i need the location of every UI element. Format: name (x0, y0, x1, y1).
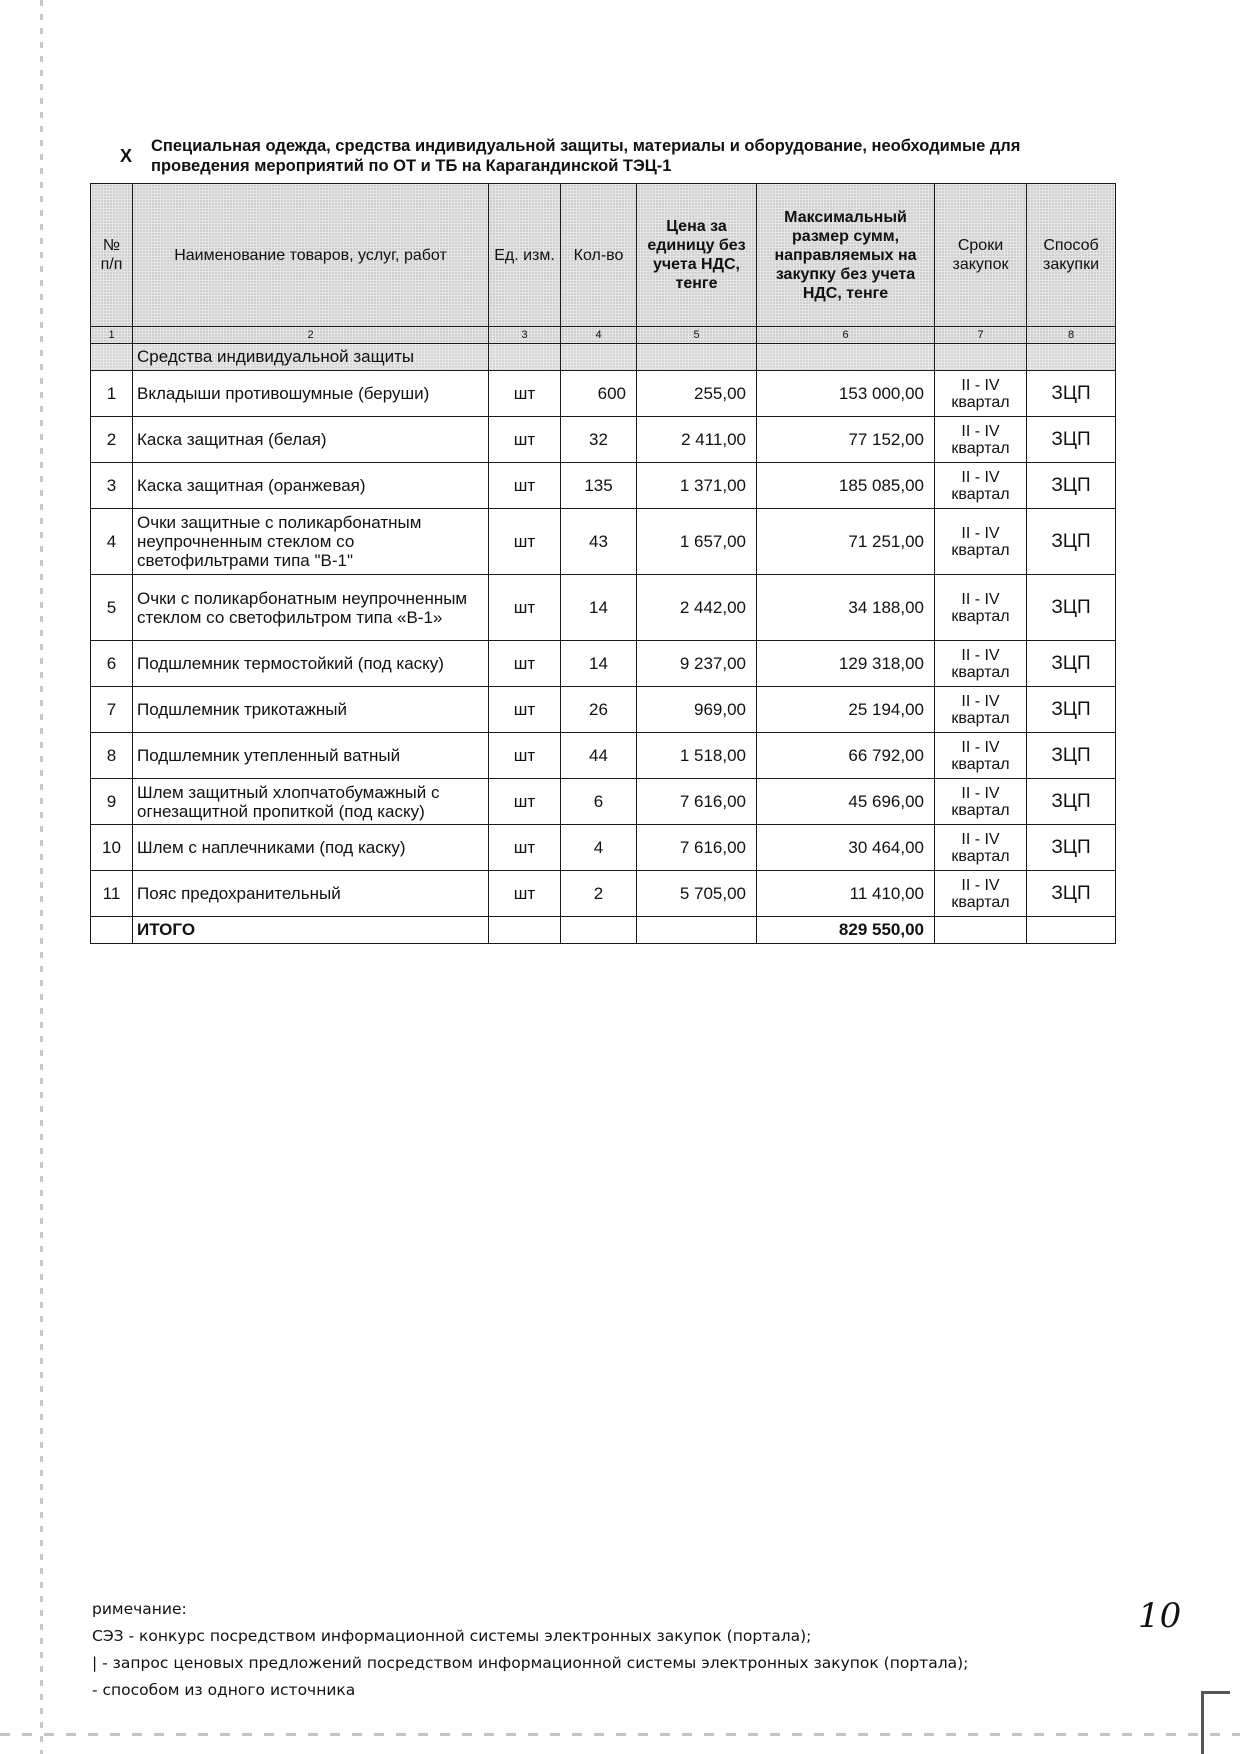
row-price: 1 657,00 (637, 509, 757, 575)
table-row (91, 779, 1116, 825)
row-name: Очки с поликарбонатным неупрочненным стеклом со светофильтром типа «В-1» (133, 575, 489, 641)
row-unit: шт (489, 733, 561, 779)
row-method: ЗЦП (1027, 779, 1116, 825)
procurement-table (90, 183, 1116, 944)
row-sum: 71 251,00 (757, 509, 935, 575)
row-qty: 32 (561, 417, 637, 463)
row-period: II - IV квартал (935, 509, 1027, 575)
table-row (91, 687, 1116, 733)
column-number: 5 (637, 327, 757, 344)
row-qty: 26 (561, 687, 637, 733)
row-sum: 25 194,00 (757, 687, 935, 733)
total-label: ИТОГО (133, 917, 489, 944)
header-unit: Ед. изм. (489, 184, 561, 327)
row-qty: 4 (561, 825, 637, 871)
header-no: № п/п (91, 184, 133, 327)
row-no: 8 (91, 733, 133, 779)
column-number: 7 (935, 327, 1027, 344)
row-name: Пояс предохранительный (133, 871, 489, 917)
row-price: 969,00 (637, 687, 757, 733)
page-number: 10 (1138, 1596, 1182, 1636)
total-row (91, 917, 1116, 944)
row-qty: 6 (561, 779, 637, 825)
notes-heading: римечание: (92, 1600, 187, 1618)
column-number: 1 (91, 327, 133, 344)
table-row (91, 371, 1116, 417)
column-number: 4 (561, 327, 637, 344)
header-name: Наименование товаров, услуг, работ (133, 184, 489, 327)
row-unit: шт (489, 417, 561, 463)
header-method: Способ закупки (1027, 184, 1116, 327)
row-qty: 135 (561, 463, 637, 509)
row-period: II - IV квартал (935, 417, 1027, 463)
row-period: II - IV квартал (935, 463, 1027, 509)
scan-edge-bottom (0, 1733, 1240, 1736)
row-qty: 2 (561, 871, 637, 917)
row-name: Каска защитная (оранжевая) (133, 463, 489, 509)
row-price: 9 237,00 (637, 641, 757, 687)
row-price: 2 442,00 (637, 575, 757, 641)
row-period: II - IV квартал (935, 871, 1027, 917)
row-price: 5 705,00 (637, 871, 757, 917)
row-no: 10 (91, 825, 133, 871)
row-sum: 30 464,00 (757, 825, 935, 871)
row-price: 2 411,00 (637, 417, 757, 463)
column-number: 3 (489, 327, 561, 344)
row-no: 4 (91, 509, 133, 575)
row-sum: 34 188,00 (757, 575, 935, 641)
row-name: Каска защитная (белая) (133, 417, 489, 463)
row-sum: 45 696,00 (757, 779, 935, 825)
row-period: II - IV квартал (935, 371, 1027, 417)
header-max-sum: Максимальный размер сумм, направляемых на закупку без учета НДС, тенге (757, 184, 935, 327)
note-line: | - запрос ценовых предложений посредством информационной системы электронных закупок (портала); (92, 1654, 969, 1672)
row-qty: 600 (561, 371, 637, 417)
row-unit: шт (489, 371, 561, 417)
table-row (91, 463, 1116, 509)
notes (92, 1596, 1092, 1704)
row-price: 7 616,00 (637, 779, 757, 825)
table-row (91, 825, 1116, 871)
row-method: ЗЦП (1027, 641, 1116, 687)
note-line: СЭЗ - конкурс посредством информационной системы электронных закупок (портала); (92, 1627, 812, 1645)
row-name: Очки защитные с поликарбонатным неупрочненным стеклом со светофильтрами типа "В-1" (133, 509, 489, 575)
row-unit: шт (489, 779, 561, 825)
row-method: ЗЦП (1027, 825, 1116, 871)
column-number: 2 (133, 327, 489, 344)
row-period: II - IV квартал (935, 733, 1027, 779)
section-title: Специальная одежда, средства индивидуальной защиты, материалы и оборудование, необходимые для проведения мероприятий по ОТ и ТБ на Карагандинской ТЭЦ-1 (151, 137, 1021, 175)
header-qty: Кол-во (561, 184, 637, 327)
table-row (91, 575, 1116, 641)
row-no: 9 (91, 779, 133, 825)
row-unit: шт (489, 575, 561, 641)
row-no: 7 (91, 687, 133, 733)
row-no: 6 (91, 641, 133, 687)
header-period: Сроки закупок (935, 184, 1027, 327)
row-period: II - IV квартал (935, 687, 1027, 733)
row-no: 2 (91, 417, 133, 463)
table-row (91, 641, 1116, 687)
section-marker: X (120, 146, 133, 166)
scan-edge-left (40, 0, 43, 1754)
header-price: Цена за единицу без учета НДС, тенге (637, 184, 757, 327)
scan-bracket (1201, 1691, 1230, 1754)
row-sum: 77 152,00 (757, 417, 935, 463)
total-sum: 829 550,00 (757, 917, 935, 944)
row-name: Шлем с наплечниками (под каску) (133, 825, 489, 871)
row-method: ЗЦП (1027, 417, 1116, 463)
row-no: 5 (91, 575, 133, 641)
row-unit: шт (489, 825, 561, 871)
row-no: 3 (91, 463, 133, 509)
row-qty: 14 (561, 641, 637, 687)
table-row (91, 871, 1116, 917)
header-row (91, 184, 1116, 327)
row-sum: 185 085,00 (757, 463, 935, 509)
row-unit: шт (489, 509, 561, 575)
row-price: 7 616,00 (637, 825, 757, 871)
row-period: II - IV квартал (935, 779, 1027, 825)
row-no: 11 (91, 871, 133, 917)
row-method: ЗЦП (1027, 733, 1116, 779)
row-name: Шлем защитный хлопчатобумажный с огнезащитной пропиткой (под каску) (133, 779, 489, 825)
row-qty: 14 (561, 575, 637, 641)
row-qty: 43 (561, 509, 637, 575)
row-unit: шт (489, 641, 561, 687)
row-sum: 11 410,00 (757, 871, 935, 917)
row-price: 255,00 (637, 371, 757, 417)
row-period: II - IV квартал (935, 641, 1027, 687)
row-price: 1 371,00 (637, 463, 757, 509)
row-method: ЗЦП (1027, 509, 1116, 575)
row-method: ЗЦП (1027, 871, 1116, 917)
table-row (91, 417, 1116, 463)
group-label: Средства индивидуальной защиты (133, 344, 489, 371)
row-name: Подшлемник утепленный ватный (133, 733, 489, 779)
row-sum: 66 792,00 (757, 733, 935, 779)
row-name: Вкладыши противошумные (беруши) (133, 371, 489, 417)
note-line: - способом из одного источника (92, 1681, 356, 1699)
row-no: 1 (91, 371, 133, 417)
row-method: ЗЦП (1027, 371, 1116, 417)
row-period: II - IV квартал (935, 575, 1027, 641)
row-unit: шт (489, 687, 561, 733)
row-period: II - IV квартал (935, 825, 1027, 871)
row-qty: 44 (561, 733, 637, 779)
table-row (91, 509, 1116, 575)
row-method: ЗЦП (1027, 575, 1116, 641)
row-unit: шт (489, 871, 561, 917)
row-name: Подшлемник трикотажный (133, 687, 489, 733)
column-number: 6 (757, 327, 935, 344)
row-sum: 153 000,00 (757, 371, 935, 417)
column-number: 8 (1027, 327, 1116, 344)
group-row (91, 344, 1116, 371)
row-method: ЗЦП (1027, 687, 1116, 733)
row-name: Подшлемник термостойкий (под каску) (133, 641, 489, 687)
column-number-row (91, 327, 1116, 344)
row-sum: 129 318,00 (757, 641, 935, 687)
row-unit: шт (489, 463, 561, 509)
row-method: ЗЦП (1027, 463, 1116, 509)
row-price: 1 518,00 (637, 733, 757, 779)
table-row (91, 733, 1116, 779)
